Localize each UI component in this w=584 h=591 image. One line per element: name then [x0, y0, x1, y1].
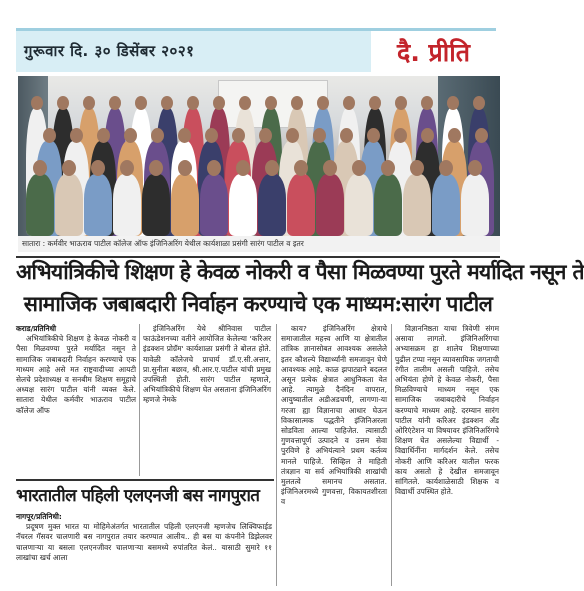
photo-person-head: [124, 128, 137, 143]
photo-person-head: [178, 160, 192, 176]
photo-person-head: [294, 160, 308, 176]
photo-person-head: [232, 128, 245, 143]
issue-date: गुरूवार दि. ३० डिसेंबर २०२१: [24, 42, 195, 60]
article-column-1-text: अभियांत्रिकीचे शिक्षण हे केवळ नोकरी व पैसा मिळवण्या पुरते मर्यादित नसून ते सामाजिक जबाबदारी निर्वाहन करण्याचे एक माध्यम आहे असे मत राष्ट्रवादीच्या आयटी सेलचे प्रदेशाध्यक्ष व सनबीम शिक्षण समूहाचे अध्यक्ष सारंग पाटील यांनी व्यक्त केले. सातारा येथील कर्मवीर भाऊराव पाटील कॉलेज ऑफ: [16, 334, 136, 415]
photo-person-body: [461, 174, 489, 236]
photo-person-head: [473, 96, 485, 110]
article-dateline: कराड/प्रतिनिधी: [16, 324, 57, 333]
photo-person-head: [151, 128, 164, 143]
article-column-3: [281, 324, 387, 586]
photo-person-body: [171, 174, 199, 236]
photo-person-head: [448, 128, 461, 143]
column-divider: [139, 324, 140, 476]
group-photo: [18, 76, 500, 236]
headline-line-2: सामाजिक जबाबदारी निर्वाहन करण्याचे एक माध्यम:सारंग पाटील: [23, 291, 493, 316]
photo-person-head: [410, 160, 424, 176]
article-headline: [16, 256, 584, 320]
photo-person-body: [287, 174, 315, 236]
photo-person-head: [178, 128, 191, 143]
photo-person-head: [109, 96, 121, 110]
photo-person-body: [200, 174, 228, 236]
photo-person-head: [43, 128, 56, 143]
photo-person-head: [394, 128, 407, 143]
photo-person-head: [468, 160, 482, 176]
photo-person-body: [55, 174, 83, 236]
photo-person-head: [205, 128, 218, 143]
column-divider: [276, 324, 277, 586]
article-column-1: [16, 324, 136, 476]
newspaper-header: [16, 28, 496, 72]
photo-person-head: [447, 96, 459, 110]
photo-person-head: [395, 96, 407, 110]
brief-body: [16, 512, 272, 588]
photo-person-head: [149, 160, 163, 176]
article-column-2: [143, 324, 271, 476]
column-divider: [391, 324, 392, 586]
photo-person-head: [343, 96, 355, 110]
article-column-2-text: इंजिनिअरिंग येथे श्रीनिवास पाटील फाऊंडेशनच्या वतीने आयोजित केलेल्या 'करिअर इंडक्शन प्रोग्रॅम' कार्यशाळा प्रसंगी ते बोलत होते. यावेळी कॉलेजचे प्राचार्य डॉ.ए.सी.अत्तार, प्रा.सुनीता बछाव, श्री.आर.ए.पाटील यांची प्रमुख उपस्थिती होती. सारंग पाटील म्हणाले, अभियांत्रिकीचे शिक्षण घेत असताना इंजिनिअरिंग म्हणजे नेमके: [143, 324, 271, 405]
photo-person-head: [369, 96, 381, 110]
brief-top-rule: [16, 479, 274, 481]
photo-person-body: [403, 174, 431, 236]
photo-person-head: [161, 96, 173, 110]
photo-person-head: [381, 160, 395, 176]
photo-person-head: [207, 160, 221, 176]
photo-person-body: [374, 174, 402, 236]
photo-person-head: [259, 128, 272, 143]
photo-person-head: [57, 96, 69, 110]
photo-person-head: [340, 128, 353, 143]
photo-person-head: [31, 96, 43, 110]
photo-person-head: [62, 160, 76, 176]
photo-person-head: [265, 96, 277, 110]
photo-person-body: [229, 174, 257, 236]
photo-person-head: [323, 160, 337, 176]
photo-person-head: [421, 128, 434, 143]
photo-person-head: [213, 96, 225, 110]
photo-person-head: [286, 128, 299, 143]
photo-person-head: [97, 128, 110, 143]
photo-person-body: [258, 174, 286, 236]
photo-person-head: [135, 96, 147, 110]
brief-dateline: नागपूर/प्रतिनिधी:: [16, 512, 62, 521]
logo-text: दै. प्रीति: [397, 37, 470, 67]
photo-person-head: [239, 96, 251, 110]
article-column-4: [395, 324, 499, 586]
photo-person-head: [236, 160, 250, 176]
photo-person-body: [113, 174, 141, 236]
photo-person-head: [475, 128, 488, 143]
photo-person-head: [352, 160, 366, 176]
photo-person-head: [421, 96, 433, 110]
photo-person-head: [33, 160, 47, 176]
photo-person-head: [120, 160, 134, 176]
photo-person-body: [345, 174, 373, 236]
photo-person-head: [317, 96, 329, 110]
photo-person-head: [291, 96, 303, 110]
article-column-4-text: विज्ञाननिष्ठता याचा त्रिवेणी संगम असावा लागतो. इंजिनिअरिंगचा अभ्यासक्रम हा शालेय शिक्षणाच्या पुढील टप्पा नसून व्यावसायिक जगताची रंगीत तालीम असली पाहिजे. तसेच अभियंता होणे हे केवळ नोकरी, पैसा मिळविण्याचे माध्यम नसून एक सामाजिक जबाबदारीचे निर्वाहन करण्याचे माध्यम आहे. दरम्यान सारंग पाटील यांनी करिअर इंडक्शन अँड ओरिएंटेशन या विषयावर इंजिनिअरिंगचे शिक्षण घेत असलेल्या विद्यार्थी - विद्यार्थिनींना मार्गदर्शन केले. तसेच नोकरी आणि करिअर यातील फरक काय असतो हे देखील समजावून सांगितले. कार्यशाळेसाठी शिक्षक व विद्यार्थी उपस्थित होते.: [395, 324, 499, 497]
headline-line-1: अभियांत्रिकीचे शिक्षण हे केवळ नोकरी व पैसा मिळवण्या पुरते मर्यादित नसून ते: [16, 259, 584, 284]
photo-person-body: [142, 174, 170, 236]
photo-person-head: [439, 160, 453, 176]
photo-person-head: [187, 96, 199, 110]
brief-headline: भारतातील पहिली एलएनजी बस नागपुरात: [16, 486, 260, 506]
photo-person-head: [313, 128, 326, 143]
photo-person-head: [83, 96, 95, 110]
newspaper-logo: [371, 31, 496, 72]
brief-text: प्रदूषण मुक्त भारत या मोहिमेअंतर्गत भारतातील पहिली एलएनजी म्हणजेच लिक्विफाईड नॅचरल गॅसवर चालणारी बस नागपुरात तयार करण्यात आलीय.. ही बस या कंपनीने डिझेलवर चालणाऱ्या या बसला एलएनजीवर चालणाऱ्या बसमध्ये रुपांतरित केलं.. यासाठी सुमारे ११ लाखांचा खर्च आला: [16, 522, 272, 562]
photo-person-body: [84, 174, 112, 236]
photo-person-body: [432, 174, 460, 236]
photo-person-body: [316, 174, 344, 236]
photo-person-head: [265, 160, 279, 176]
photo-person-head: [367, 128, 380, 143]
photo-person-head: [91, 160, 105, 176]
photo-caption: सातारा : कर्मवीर भाऊराव पाटील कॉलेज ऑफ इंजिनिअरिंग येथील कार्यशाळा प्रसंगी सारंग पाटील व इतर: [18, 236, 500, 252]
article-column-3-text: काय? इंजिनिअरिंग क्षेत्राचे समाजातील महत्त्व आणि या क्षेत्रातील तांत्रिक ज्ञानासोबत आवश्यक असलेले इतर कौशल्ये विद्यार्थ्यांनी समजावून घेणे आवश्यक आहे. काळ झपाट्याने बदलत असून प्रत्येक क्षेत्रात आधुनिकता येत आहे. त्यामुळे दैनंदिन वापरात, आयुष्यातील अडीअडचणी, लागणा-या गरजा ह्या विज्ञानाचा आधार घेऊन विकासात्मक पद्धतीने इंजिनिअरला सोडविता आल्या पाहिजेत. त्यासाठी गुणवत्तापूर्ण उत्पादने व उत्तम सेवा पुरविणे हे अभियंत्याने प्रथम कर्तव्य मानले पाहिजे. सिव्हिल ते माहिती तंत्रज्ञान या सर्व अभियांत्रिकी शाखांची मुलतत्वे समानच असतात. इंजिनिअरमध्ये गुणवत्ता, विकायतशीरता व: [281, 324, 387, 507]
photo-person-body: [26, 174, 54, 236]
photo-person-head: [70, 128, 83, 143]
